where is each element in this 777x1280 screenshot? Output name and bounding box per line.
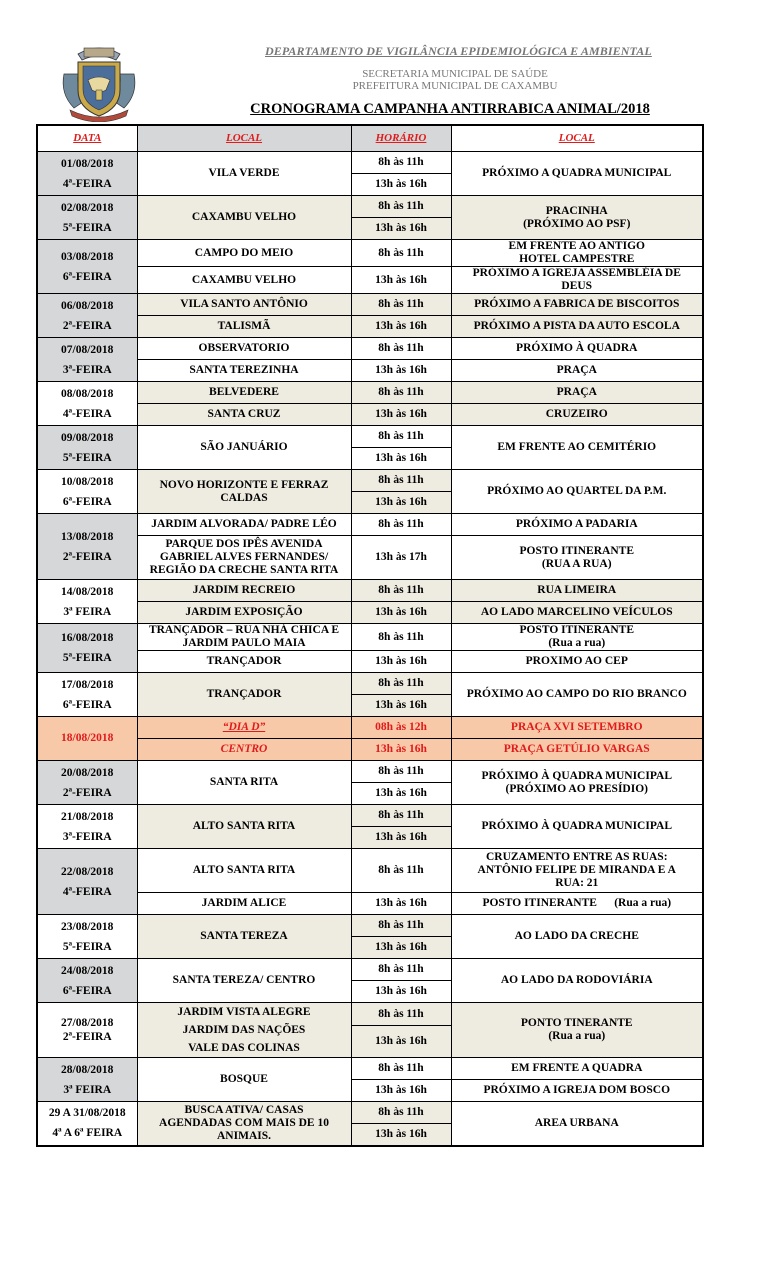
table-row — [37, 580, 703, 602]
local-line: TRANÇADOR – RUA NHÁ CHICA E — [148, 624, 340, 636]
time-cell: 13h às 16h — [351, 174, 451, 196]
table-row — [37, 739, 703, 761]
date-cell — [37, 624, 137, 673]
date-cell: 18/08/2018 — [37, 717, 137, 761]
place-cell — [451, 761, 703, 805]
local-cell: BELVEDERE — [137, 382, 351, 404]
place-line: (PRÓXIMO AO PRESÍDIO) — [505, 782, 648, 795]
schedule-table — [36, 124, 704, 1147]
date-text: 02/08/2018 — [61, 201, 114, 214]
weekday-text: 2ª-FEIRA — [62, 319, 112, 332]
place-cell: PRAÇA — [451, 360, 703, 382]
date-text: 08/08/2018 — [61, 387, 114, 400]
place-cell — [451, 1003, 703, 1058]
time-cell: 8h às 11h — [351, 152, 451, 174]
place-cell: PRÓXIMO A QUADRA MUNICIPAL — [451, 152, 703, 196]
local-cell — [137, 1102, 351, 1146]
date-cell — [37, 761, 137, 805]
time-cell: 13h às 16h — [351, 602, 451, 624]
table-row — [37, 152, 703, 174]
date-cell — [37, 805, 137, 849]
weekday-text: 2ª-FEIRA — [62, 550, 112, 563]
local-cell: CAMPO DO MEIO — [137, 240, 351, 267]
time-cell: 13h às 16h — [351, 695, 451, 717]
time-cell: 8h às 11h — [351, 1058, 451, 1080]
local-cell — [137, 624, 351, 651]
column-header-local: LOCAL — [137, 125, 351, 152]
local-cell: OBSERVATORIO — [137, 338, 351, 360]
local-line: NOVO HORIZONTE E FERRAZ — [159, 478, 329, 491]
local-line: REGIÃO DA CRECHE SANTA RITA — [149, 564, 339, 576]
table-row — [37, 624, 703, 651]
date-text: 24/08/2018 — [61, 964, 114, 977]
place-line: PONTO TINERANTE — [520, 1017, 633, 1029]
place-cell: PRAÇA XVI SETEMBRO — [451, 717, 703, 739]
place-cell: PRÓXIMO A IGREJA DOM BOSCO — [451, 1080, 703, 1102]
date-text: 10/08/2018 — [61, 475, 114, 488]
table-row — [37, 360, 703, 382]
weekday-text: 6ª-FEIRA — [62, 698, 112, 711]
time-cell: 8h às 11h — [351, 673, 451, 695]
date-cell — [37, 240, 137, 294]
place-cell: AREA URBANA — [451, 1102, 703, 1146]
local-line: AGENDADAS COM MAIS DE 10 — [159, 1116, 329, 1129]
local-cell: SANTA TEREZA — [137, 915, 351, 959]
local-cell: TALISMÃ — [137, 316, 351, 338]
time-cell: 8h às 11h — [351, 294, 451, 316]
time-cell: 13h às 17h — [351, 536, 451, 580]
place-cell: AO LADO MARCELINO VEÍCULOS — [451, 602, 703, 624]
local-line: JARDIM DAS NAÇÕES — [182, 1024, 306, 1036]
date-text: 20/08/2018 — [61, 766, 114, 779]
place-cell: PRÓXIMO AO CAMPO DO RIO BRANCO — [451, 673, 703, 717]
weekday-text: 5ª-FEIRA — [62, 451, 112, 464]
place-cell: PRÓXIMO A PADARIA — [451, 514, 703, 536]
weekday-text: 5ª-FEIRA — [62, 652, 112, 664]
date-cell — [37, 580, 137, 624]
table-row — [37, 514, 703, 536]
place-line: (PRÓXIMO AO PSF) — [523, 217, 631, 230]
place-line: ANTÔNIO FELIPE DE MIRANDA E A — [477, 864, 676, 876]
place-cell — [451, 240, 703, 267]
local-cell: JARDIM EXPOSIÇÃO — [137, 602, 351, 624]
place-cell: PRÓXIMO AO QUARTEL DA P.M. — [451, 470, 703, 514]
place-line: PRACINHA — [545, 204, 608, 217]
place-line: DEUS — [561, 280, 593, 292]
date-cell — [37, 915, 137, 959]
place-cell: PRAÇA GETÚLIO VARGAS — [451, 739, 703, 761]
local-cell: CAXAMBU VELHO — [137, 196, 351, 240]
time-cell: 8h às 11h — [351, 761, 451, 783]
local-line: CALDAS — [220, 491, 268, 504]
date-cell — [37, 959, 137, 1003]
table-row — [37, 602, 703, 624]
date-text: 03/08/2018 — [61, 250, 114, 263]
time-cell: 8h às 11h — [351, 915, 451, 937]
table-row — [37, 673, 703, 695]
time-cell: 13h às 16h — [351, 893, 451, 915]
date-cell — [37, 382, 137, 426]
date-cell — [37, 1102, 137, 1146]
time-cell: 8h às 11h — [351, 514, 451, 536]
date-text: 29 A 31/08/2018 — [48, 1107, 126, 1120]
time-cell: 13h às 16h — [351, 739, 451, 761]
local-cell — [137, 1003, 351, 1058]
date-cell — [37, 470, 137, 514]
prefecture-name: PREFEITURA MUNICIPAL DE CAXAMBU — [352, 80, 558, 92]
date-text: 01/08/2018 — [61, 157, 114, 170]
local-cell: “DIA D” — [137, 717, 351, 739]
time-cell: 13h às 16h — [351, 218, 451, 240]
date-cell — [37, 338, 137, 382]
place-cell — [451, 536, 703, 580]
weekday-text: 3ª-FEIRA — [62, 830, 112, 843]
table-row — [37, 426, 703, 448]
time-cell: 13h às 16h — [351, 651, 451, 673]
weekday-text: 6ª-FEIRA — [62, 984, 112, 997]
time-cell: 13h às 16h — [351, 937, 451, 959]
place-cell: EM FRENTE A QUADRA — [451, 1058, 703, 1080]
local-cell: SANTA CRUZ — [137, 404, 351, 426]
local-line: VALE DAS COLINAS — [188, 1042, 300, 1054]
time-cell: 8h às 11h — [351, 196, 451, 218]
place-line: CRUZAMENTO ENTRE AS RUAS: — [485, 851, 668, 863]
local-cell: ALTO SANTA RITA — [137, 849, 351, 893]
local-line: JARDIM PAULO MAIA — [182, 637, 306, 649]
column-header-date: DATA — [37, 125, 137, 152]
table-row — [37, 1102, 703, 1124]
local-cell: SANTA RITA — [137, 761, 351, 805]
table-row — [37, 717, 703, 739]
local-cell: BOSQUE — [137, 1058, 351, 1102]
table-row — [37, 805, 703, 827]
date-cell — [37, 1058, 137, 1102]
weekday-text: 3ª FEIRA — [63, 605, 112, 618]
time-cell: 13h às 16h — [351, 981, 451, 1003]
date-text: 17/08/2018 — [61, 678, 114, 691]
date-text: 09/08/2018 — [61, 431, 114, 444]
place-line: POSTO ITINERANTE — [519, 624, 634, 636]
local-line: GABRIEL ALVES FERNANDES/ — [159, 551, 329, 563]
date-cell — [37, 1003, 137, 1058]
local-cell: SÃO JANUÁRIO — [137, 426, 351, 470]
date-cell — [37, 152, 137, 196]
table-row — [37, 382, 703, 404]
date-text: 06/08/2018 — [61, 299, 114, 312]
time-cell: 8h às 11h — [351, 382, 451, 404]
column-header-time: HORÁRIO — [351, 125, 451, 152]
time-cell: 13h às 16h — [351, 267, 451, 294]
local-line: ANIMAIS. — [217, 1129, 271, 1142]
place-cell: POSTO ITINERANTE (Rua a rua) — [451, 893, 703, 915]
date-cell — [37, 426, 137, 470]
place-cell — [451, 196, 703, 240]
time-cell: 8h às 11h — [351, 426, 451, 448]
time-cell: 13h às 16h — [351, 492, 451, 514]
date-text: 14/08/2018 — [61, 585, 114, 598]
time-cell: 13h às 16h — [351, 404, 451, 426]
place-line: (Rua a rua) — [548, 1030, 606, 1042]
date-text: 13/08/2018 — [61, 530, 114, 543]
place-line: POSTO ITINERANTE — [519, 544, 634, 557]
place-cell: PRÓXIMO A FABRICA DE BISCOITOS — [451, 294, 703, 316]
local-cell: TRANÇADOR — [137, 673, 351, 717]
place-cell: EM FRENTE AO CEMITÉRIO — [451, 426, 703, 470]
table-row — [37, 761, 703, 783]
local-cell: VILA VERDE — [137, 152, 351, 196]
table-row — [37, 959, 703, 981]
table-row — [37, 316, 703, 338]
table-row — [37, 1003, 703, 1026]
time-cell: 13h às 16h — [351, 1080, 451, 1102]
time-cell: 8h às 11h — [351, 1003, 451, 1026]
place-cell: PRÓXIMO À QUADRA — [451, 338, 703, 360]
local-cell — [137, 470, 351, 514]
secretariat-block — [265, 68, 645, 92]
time-cell: 13h às 16h — [351, 1026, 451, 1058]
date-cell — [37, 849, 137, 915]
table-row — [37, 338, 703, 360]
weekday-text: 3ª-FEIRA — [62, 363, 112, 376]
table-row — [37, 536, 703, 580]
table-row — [37, 1058, 703, 1080]
local-cell: TRANÇADOR — [137, 651, 351, 673]
table-row — [37, 893, 703, 915]
date-text: 16/08/2018 — [61, 632, 114, 644]
time-cell: 8h às 11h — [351, 959, 451, 981]
table-row — [37, 196, 703, 218]
date-text: 27/08/2018 — [61, 1017, 114, 1029]
place-cell: PRÓXIMO A PISTA DA AUTO ESCOLA — [451, 316, 703, 338]
time-cell: 13h às 16h — [351, 448, 451, 470]
time-cell: 13h às 16h — [351, 1124, 451, 1146]
table-row — [37, 849, 703, 893]
place-line: (RUA A RUA) — [541, 557, 612, 570]
place-cell: PRAÇA — [451, 382, 703, 404]
place-cell: RUA LIMEIRA — [451, 580, 703, 602]
time-cell: 13h às 16h — [351, 360, 451, 382]
local-line: JARDIM VISTA ALEGRE — [177, 1006, 311, 1018]
weekday-text: 4ª-FEIRA — [62, 407, 112, 420]
schedule-table-wrapper — [36, 124, 702, 1147]
date-cell — [37, 673, 137, 717]
place-line: PRÓXIMO À QUADRA MUNICIPAL — [481, 769, 672, 782]
weekday-text: 4ª A 6ª FEIRA — [52, 1127, 123, 1140]
table-row — [37, 267, 703, 294]
weekday-text: 6ª-FEIRA — [62, 270, 112, 283]
table-row — [37, 404, 703, 426]
weekday-text: 2ª-FEIRA — [62, 786, 112, 799]
weekday-text: 6ª-FEIRA — [62, 495, 112, 508]
date-cell — [37, 196, 137, 240]
local-cell: SANTA TEREZA/ CENTRO — [137, 959, 351, 1003]
table-row — [37, 470, 703, 492]
weekday-text: 4ª-FEIRA — [62, 177, 112, 190]
place-cell: PROXIMO AO CEP — [451, 651, 703, 673]
time-cell: 13h às 16h — [351, 827, 451, 849]
place-cell: PRÓXIMO À QUADRA MUNICIPAL — [451, 805, 703, 849]
table-header-row — [37, 125, 703, 152]
place-cell — [451, 267, 703, 294]
place-cell — [451, 849, 703, 893]
place-cell: AO LADO DA CRECHE — [451, 915, 703, 959]
place-cell: CRUZEIRO — [451, 404, 703, 426]
place-line: EM FRENTE AO ANTIGO — [508, 240, 645, 252]
weekday-text: 4ª-FEIRA — [62, 885, 112, 898]
weekday-text: 2ª-FEIRA — [62, 1031, 112, 1043]
time-cell: 8h às 11h — [351, 849, 451, 893]
place-line: (Rua a rua) — [548, 637, 606, 649]
date-cell — [37, 294, 137, 338]
time-cell: 8h às 11h — [351, 470, 451, 492]
local-cell: VILA SANTO ANTÔNIO — [137, 294, 351, 316]
local-line: PARQUE DOS IPÊS AVENIDA — [165, 538, 323, 550]
date-cell — [37, 514, 137, 580]
place-line: HOTEL CAMPESTRE — [519, 253, 635, 265]
place-cell — [451, 624, 703, 651]
local-cell: JARDIM ALICE — [137, 893, 351, 915]
department-name: DEPARTAMENTO DE VIGILÂNCIA EPIDEMIOLÓGICA E AMBIENTAL — [265, 44, 652, 58]
table-row — [37, 915, 703, 937]
time-cell: 8h às 11h — [351, 805, 451, 827]
time-cell: 8h às 11h — [351, 624, 451, 651]
document-title: CRONOGRAMA CAMPANHA ANTIRRABICA ANIMAL/2018 — [250, 101, 650, 117]
secretariat-name: SECRETARIA MUNICIPAL DE SAÚDE — [362, 68, 548, 80]
local-cell: SANTA TEREZINHA — [137, 360, 351, 382]
column-header-place: LOCAL — [451, 125, 703, 152]
time-cell: 8h às 11h — [351, 1102, 451, 1124]
date-text: 07/08/2018 — [61, 343, 114, 356]
table-row — [37, 240, 703, 267]
weekday-text: 3ª FEIRA — [63, 1083, 112, 1096]
table-row — [37, 294, 703, 316]
time-cell: 13h às 16h — [351, 316, 451, 338]
time-cell: 08h às 12h — [351, 717, 451, 739]
local-cell: ALTO SANTA RITA — [137, 805, 351, 849]
place-line: PRÓXIMO A IGREJA ASSEMBLÉIA DE — [472, 267, 681, 279]
place-line: RUA: 21 — [555, 877, 599, 889]
local-cell: CAXAMBU VELHO — [137, 267, 351, 294]
local-cell: JARDIM ALVORADA/ PADRE LÉO — [137, 514, 351, 536]
weekday-text: 5ª-FEIRA — [62, 221, 112, 234]
table-row — [37, 651, 703, 673]
date-text: 23/08/2018 — [61, 920, 114, 933]
time-cell: 13h às 16h — [351, 783, 451, 805]
time-cell: 8h às 11h — [351, 338, 451, 360]
local-cell: CENTRO — [137, 739, 351, 761]
weekday-text: 5ª-FEIRA — [62, 940, 112, 953]
time-cell: 8h às 11h — [351, 580, 451, 602]
date-text: 28/08/2018 — [61, 1063, 114, 1076]
municipal-seal-icon — [56, 44, 142, 122]
document-header — [0, 0, 777, 125]
time-cell: 8h às 11h — [351, 240, 451, 267]
local-line: BUSCA ATIVA/ CASAS — [184, 1103, 304, 1116]
date-text: 21/08/2018 — [61, 810, 114, 823]
place-cell: AO LADO DA RODOVIÁRIA — [451, 959, 703, 1003]
date-text: 22/08/2018 — [61, 865, 114, 878]
local-cell: JARDIM RECREIO — [137, 580, 351, 602]
local-cell — [137, 536, 351, 580]
